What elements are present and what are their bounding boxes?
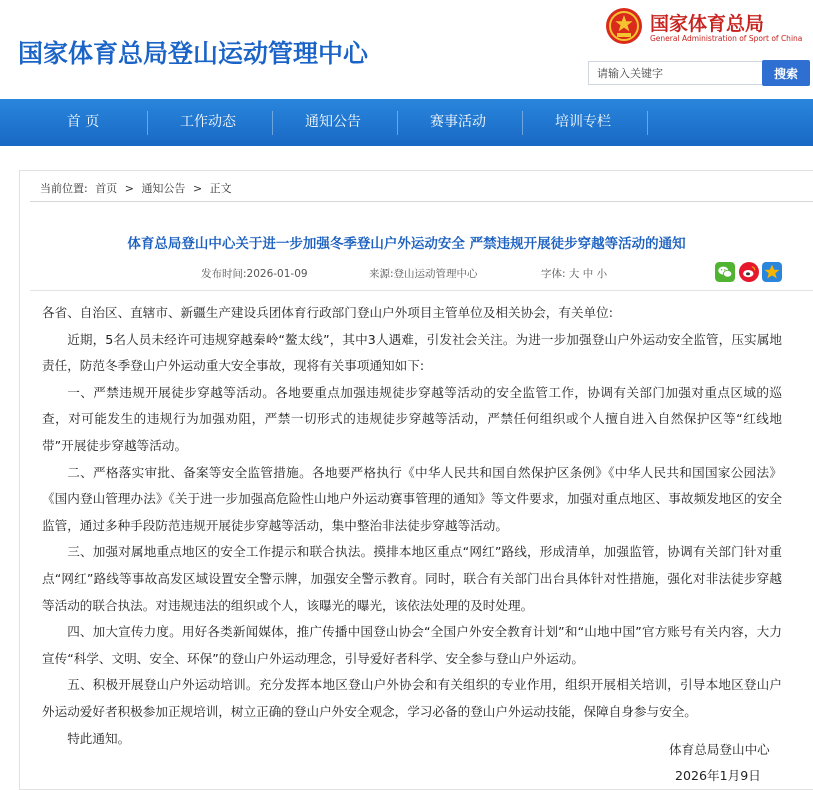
brand-logo[interactable] xyxy=(604,6,804,50)
main-nav xyxy=(0,99,813,146)
nav-item-training[interactable]: 培训专栏 xyxy=(555,114,611,130)
publish-date-label: 发布时间: xyxy=(201,268,247,280)
breadcrumb-divider xyxy=(30,201,813,202)
nav-item-work-news[interactable]: 工作动态 xyxy=(180,114,236,130)
publish-date-value: 2026-01-09 xyxy=(246,268,308,280)
font-size-small[interactable]: 小 xyxy=(596,268,608,280)
source-value: 登山运动管理中心 xyxy=(393,268,478,280)
article-source xyxy=(369,266,478,281)
font-size-medium[interactable]: 中 xyxy=(582,268,594,280)
nav-item-home[interactable]: 首 页 xyxy=(66,114,100,130)
article-signature-date: 2026年1月9日 xyxy=(675,768,761,783)
article-paragraph: 一、严禁违规开展徒步穿越等活动。各地要重点加强违规徒步穿越等活动的安全监管工作，协调有关部门加强对重点区域的巡查，对可能发生的违规行为加强劝阻，严禁一切形式的违规徒步穿越等活动，严禁任何组织或个人擅自进入自然保护区等“红线地带”开展徒步穿越等活动。 xyxy=(42,384,782,453)
brand-name-en: General Administration of Sport of China xyxy=(650,34,803,43)
article-title: 体育总局登山中心关于进一步加强冬季登山户外运动安全 严禁违规开展徒步穿越等活动的通知 xyxy=(127,236,686,252)
site-header xyxy=(0,0,813,99)
article-paragraph: 二、严格落实审批、备案等安全监管措施。各地要严格执行《中华人民共和国自然保护区条例》《中华人民共和国国家公园法》《国内登山管理办法》《关于进一步加强高危险性山地户外运动赛事管理的通知》等文件要求，加强对重点地区、事故频发地区的安全监管，通过多种手段防范违规开展徒步穿越等活动，集中整治非法徒步穿越等活动。 xyxy=(42,464,782,533)
breadcrumb-section[interactable]: 通知公告 xyxy=(141,182,186,195)
breadcrumb-separator: > xyxy=(192,182,203,195)
breadcrumb-current: 正文 xyxy=(209,182,232,195)
breadcrumb-separator: > xyxy=(124,182,134,195)
weibo-icon[interactable] xyxy=(739,262,759,282)
wechat-icon[interactable] xyxy=(715,262,735,282)
article-paragraph: 特此通知。 xyxy=(67,730,131,746)
article-paragraph: 近期，5名人员未经许可违规穿越秦岭“鳌太线”，其中3人遇难，引发社会关注。为进一步加强登山户外运动安全监管，压实属地责任，防范冬季登山户外运动重大安全事故，现将有关事项通知如下: xyxy=(42,331,782,374)
article-greeting: 各省、自治区、直辖市、新疆生产建设兵团体育行政部门登山户外项目主管单位及相关协会，有关单位: xyxy=(42,305,613,320)
nav-item-events[interactable]: 赛事活动 xyxy=(430,114,486,130)
article-body xyxy=(42,300,782,752)
breadcrumb-home[interactable]: 首页 xyxy=(95,182,118,195)
search-button[interactable]: 搜索 xyxy=(762,60,810,86)
site-title[interactable]: 国家体育总局登山运动管理中心 xyxy=(18,39,369,68)
font-size-large[interactable]: 大 xyxy=(568,268,580,280)
font-size-control xyxy=(541,266,607,281)
source-label: 来源: xyxy=(369,268,394,280)
article-paragraph: 三、加强对属地重点地区的安全工作提示和联合执法。摸排本地区重点“网红”路线，形成清单，加强监管，协调有关部门针对重点“网红”路线等事故高发区域设置安全警示牌，加强安全警示教育。同时，联合有关部门出台具体针对性措施，强化对非法徒步穿越等活动的联合执法。对违规违法的组织或个人，该曝光的曝光，该依法处理的及时处理。 xyxy=(42,544,782,613)
breadcrumb xyxy=(40,180,236,196)
search-input[interactable] xyxy=(588,61,762,85)
font-size-label: 字体: xyxy=(541,268,566,280)
breadcrumb-prefix: 当前位置: xyxy=(40,182,88,195)
publish-date xyxy=(201,266,308,281)
national-emblem-icon xyxy=(604,6,644,46)
article-paragraph: 四、加大宣传力度。用好各类新闻媒体，推广传播中国登山协会“全国户外安全教育计划”和“山地中国”官方账号有关内容，大力宣传“科学、文明、安全、环保”的登山户外运动理念，引导爱好者科学、安全参与登山户外运动。 xyxy=(42,624,782,666)
brand-name-cn: 国家体育总局 xyxy=(650,13,765,35)
meta-divider xyxy=(30,290,813,291)
nav-divider xyxy=(647,111,648,135)
article-signature: 体育总局登山中心 xyxy=(669,742,770,757)
star-icon[interactable] xyxy=(762,262,782,282)
nav-item-notices[interactable]: 通知公告 xyxy=(305,114,361,130)
article-paragraph: 五、积极开展登山户外运动培训。充分发挥本地区登山户外协会和有关组织的专业作用，组织开展相关培训，引导本地区登山户外运动爱好者积极参加正规培训，树立正确的登山户外安全观念，学习必备的登山户外运动技能，保障自身参与安全。 xyxy=(42,677,782,719)
